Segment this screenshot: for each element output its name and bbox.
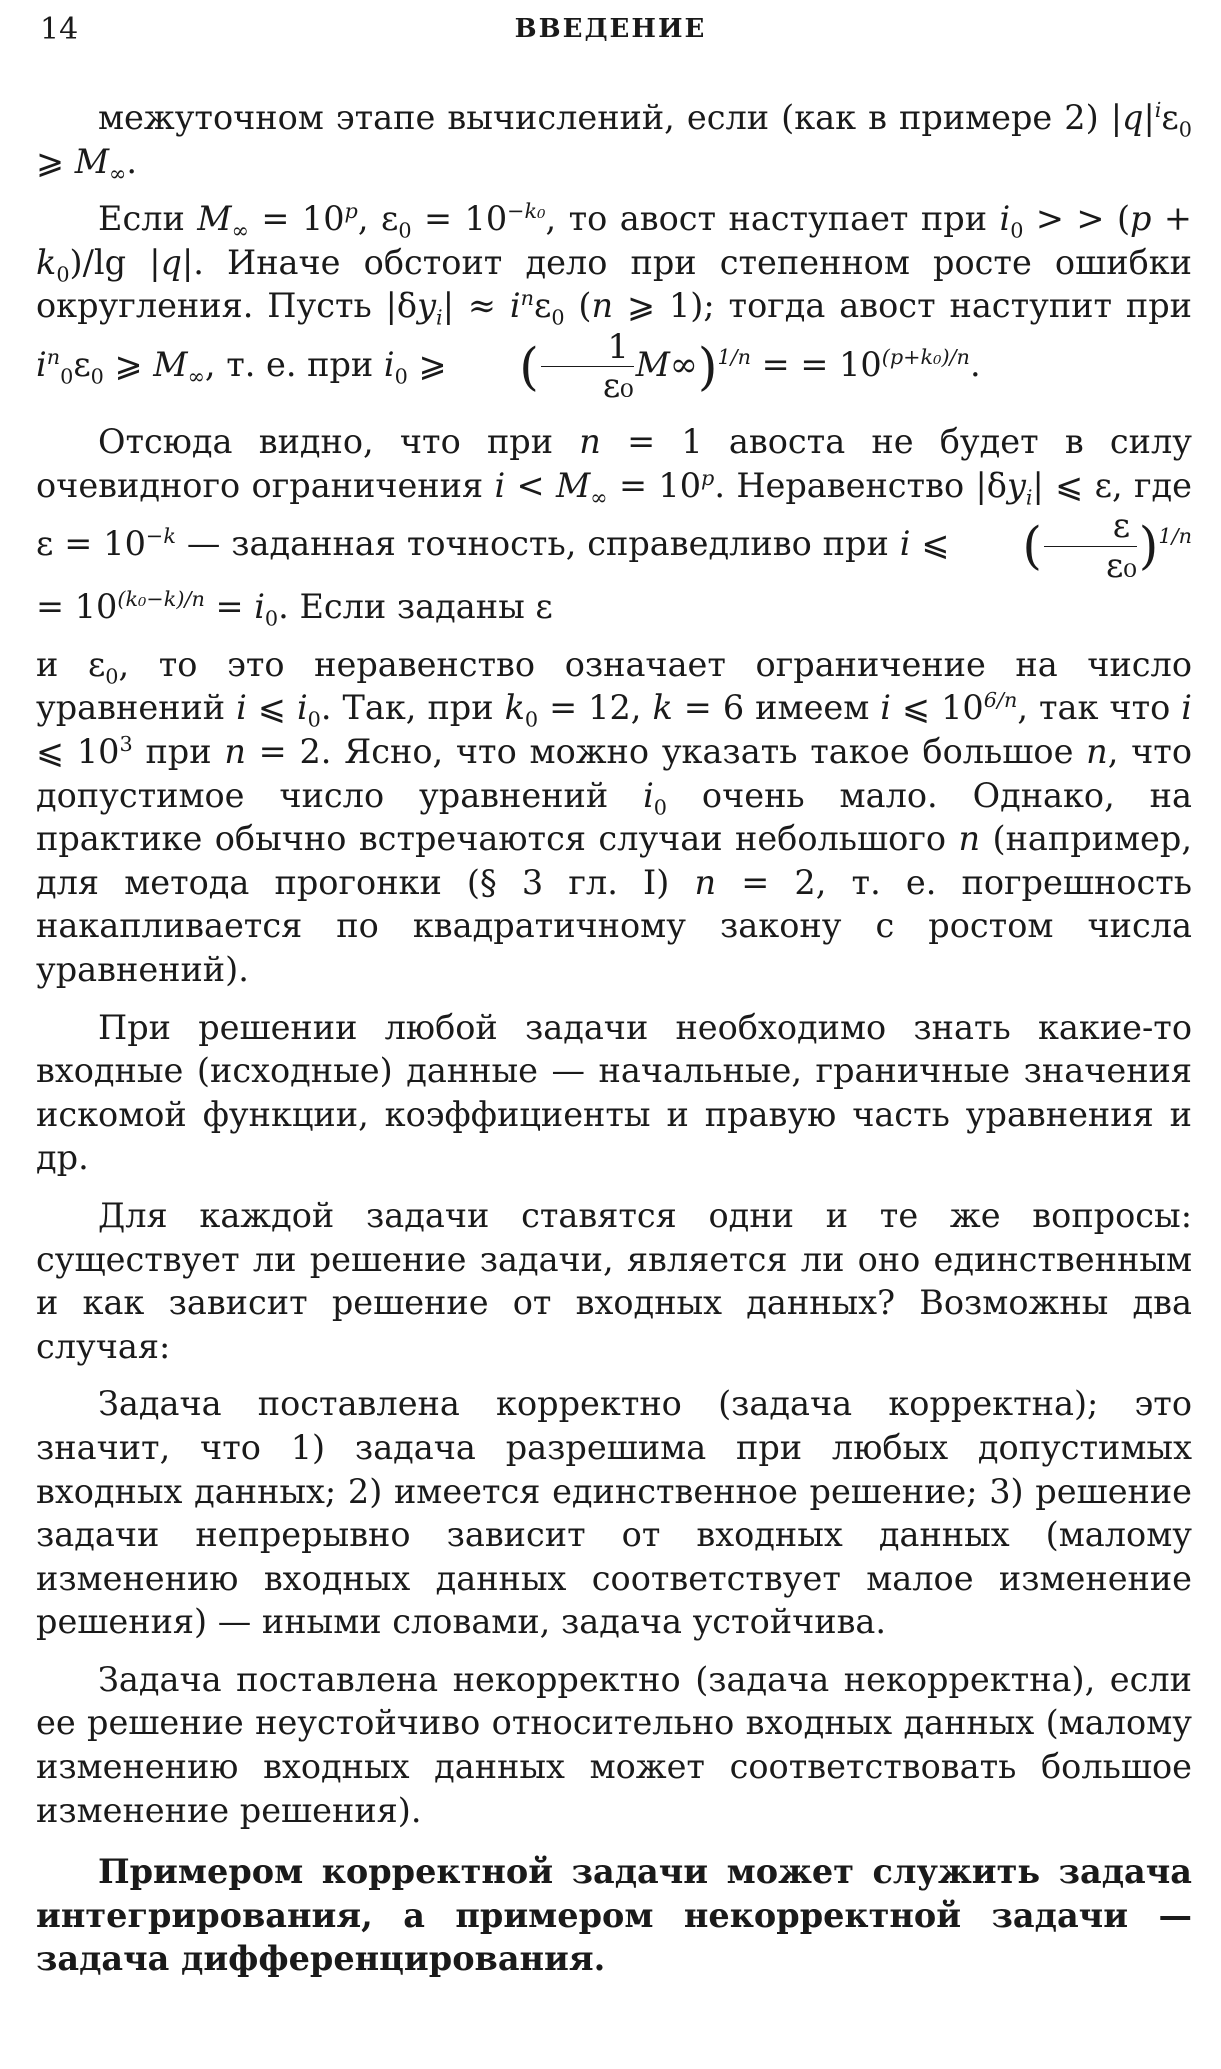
text-run: | ≈ <box>442 286 510 326</box>
text-run: ⩾ <box>103 344 154 384</box>
text-run: — заданная точность, справедливо при <box>175 524 900 564</box>
running-header <box>0 12 1221 52</box>
math-symbol: i <box>36 344 47 384</box>
subscript: 0 <box>398 218 412 243</box>
math-symbol: M <box>197 199 232 239</box>
bracketed-fraction <box>960 507 1192 585</box>
subscript: 0 <box>1178 117 1192 142</box>
text-run: = 10 <box>411 199 508 239</box>
text-run: межуточном этапе вычислений, если (как в примере 2) | <box>98 98 1123 137</box>
text-run: ⩽ <box>246 688 297 728</box>
text-run: = 2, т. е. погрешность накапливается по квадратичному закону с ростом числа уравнений). <box>36 862 1192 989</box>
math-symbol: k <box>36 242 57 282</box>
text-run: . Если заданы ε <box>278 587 553 627</box>
subscript: 0 <box>264 606 279 631</box>
exponent: 1/n <box>717 344 752 369</box>
text-run: |. Иначе обстоит дело при степенном росте ошибки округления. Пусть |δ <box>36 242 1193 326</box>
text-run: , ε <box>357 199 399 239</box>
text-run: = 10 <box>607 465 702 505</box>
text-run: Примером корректной задачи может служить задача интегрирования, а примером некорректной задачи — задача дифференцирования. <box>36 1852 1192 1979</box>
subscript: 0 <box>551 306 565 331</box>
text-run: ⩽ 10 <box>36 732 120 771</box>
text-run: = 6 имеем <box>672 688 881 728</box>
text-run: Отсюда видно, что при <box>98 422 580 461</box>
superscript: i <box>1154 97 1162 122</box>
paragraph-p6 <box>36 1194 1192 1368</box>
text-run: ( <box>564 286 592 326</box>
math-symbol: n <box>694 862 717 902</box>
math-symbol: i <box>254 587 265 627</box>
fraction <box>541 328 634 406</box>
paragraph-p5 <box>36 1006 1192 1180</box>
superscript: p <box>344 199 358 224</box>
fraction <box>1044 507 1137 585</box>
superscript: n <box>520 286 534 311</box>
math-symbol: n <box>591 286 614 326</box>
fraction-factor: M∞ <box>635 344 698 384</box>
math-symbol: i <box>1181 688 1193 728</box>
text-run: = 2. Ясно, что можно указать такое большое <box>245 732 1087 771</box>
superscript: p <box>701 465 715 490</box>
math-symbol: k <box>504 688 525 728</box>
text-run: = 1 авоста не будет в силу очевидного ограничения <box>36 422 1192 505</box>
text-run: . <box>126 141 137 181</box>
text-run: очень мало. Однако, на практике обычно встречаются случаи небольшого <box>36 775 1192 859</box>
superscript: n <box>46 344 61 369</box>
paragraph-p9 <box>36 1850 1192 1981</box>
math-symbol: i <box>236 688 247 728</box>
math-symbol: M <box>74 141 110 181</box>
text-run: < <box>505 465 556 505</box>
math-symbol: M <box>555 465 591 505</box>
subscript: 0 <box>60 364 74 389</box>
math-symbol: i <box>899 524 911 564</box>
text-run: и ε <box>36 644 106 684</box>
text-run: = = 10 <box>751 344 882 384</box>
superscript: 3 <box>119 731 133 756</box>
text-run: ⩾ <box>407 344 458 384</box>
text-run: ⩽ 10 <box>891 688 984 728</box>
paren: ( <box>519 337 539 397</box>
text-run: . Так, при <box>320 688 505 728</box>
subscript: 0 <box>653 795 668 820</box>
text-run: = <box>204 587 255 627</box>
math-symbol: n <box>579 422 601 461</box>
text-run: Задача поставлена корректно (задача корректна); это значит, что 1) задача разрешима при любых допустимых входных данных; 2) имеется единственное решение; 3) решение задачи непрерывно зависит от входных данных (малому изменению входных данных соответствует малое изменение решения) — иными словами, задача устойчива. <box>36 1384 1192 1642</box>
superscript: 6/n <box>983 688 1018 713</box>
math-symbol: y <box>417 286 437 326</box>
paragraph-p1 <box>36 96 1192 186</box>
body-text <box>36 96 1192 1995</box>
paragraph-p2 <box>36 197 1192 406</box>
text-run: , то это неравенство означает ограничение на число уравнений <box>36 644 1192 728</box>
page-number: 14 <box>40 12 79 47</box>
text-run: = 10 <box>248 199 345 239</box>
text-run: . Неравенство |δ <box>714 465 1007 505</box>
text-run: ε <box>73 344 91 384</box>
math-symbol: n <box>1086 732 1108 771</box>
text-run: . <box>969 344 981 384</box>
subscript: i <box>436 306 443 331</box>
text-run: , то авост наступает при <box>545 199 1000 239</box>
text-run: Для каждой задачи ставятся одни и те же вопросы: существует ли решение задачи, является ли оно единственным и как зависит решение от входных данных? Возможны два случая: <box>36 1195 1192 1366</box>
math-symbol: n <box>958 819 981 859</box>
subscript: ∞ <box>590 485 608 510</box>
paragraph-p4 <box>36 643 1192 992</box>
subscript: 0 <box>1010 218 1024 243</box>
paragraph-p8 <box>36 1658 1192 1832</box>
math-symbol: p <box>1130 199 1152 239</box>
math-symbol: i <box>383 344 395 384</box>
superscript: −k <box>145 524 176 549</box>
math-symbol: k <box>652 688 673 728</box>
bracketed-fraction <box>457 328 751 406</box>
text-run: ε <box>533 286 552 326</box>
text-run: , так что <box>1017 688 1182 728</box>
subscript: ∞ <box>231 218 249 243</box>
subscript: 0 <box>105 664 119 689</box>
subscript: 0 <box>307 708 321 733</box>
exponent: 1/n <box>1158 524 1192 549</box>
subscript: i <box>1025 485 1033 510</box>
subscript: 0 <box>90 364 104 389</box>
math-symbol: i <box>509 286 521 326</box>
paren: ( <box>1022 516 1042 576</box>
text-run: Если <box>98 199 198 239</box>
math-symbol: i <box>643 775 654 815</box>
math-symbol: i <box>999 199 1011 239</box>
math-symbol: q <box>160 242 182 282</box>
math-symbol: i <box>880 688 892 728</box>
fraction-numerator: ε <box>1044 507 1137 547</box>
subscript: 0 <box>524 708 539 733</box>
math-symbol: q <box>1122 98 1144 137</box>
text-run: + <box>1151 199 1192 239</box>
math-symbol: n <box>224 732 246 771</box>
superscript: −k₀ <box>507 199 546 224</box>
text-run: , что допустимое число уравнений <box>36 732 1192 815</box>
math-symbol: M <box>153 344 188 384</box>
text-run: ⩾ 1); тогда авост наступит при <box>613 286 1193 326</box>
math-symbol: y <box>1006 465 1026 505</box>
math-symbol: i <box>494 465 506 505</box>
text-run: при <box>132 732 225 771</box>
text-run: ⩽ <box>910 524 961 564</box>
subscript: 0 <box>56 262 70 287</box>
text-run: ε <box>1161 98 1179 137</box>
text-run: , т. е. при <box>204 344 384 384</box>
math-symbol: i <box>296 688 308 728</box>
subscript: ∞ <box>187 364 205 389</box>
text-run: = 10 <box>36 587 118 627</box>
text-run: )/lg | <box>69 242 161 282</box>
superscript: (k₀−k)/n <box>117 587 205 612</box>
fraction-denominator: ε₀ <box>1106 545 1137 585</box>
paren: ) <box>1138 516 1159 576</box>
text-run: Задача поставлена некорректно (задача некорректна), если ее решение неустойчиво относительно входных данных (малому изменению входных данных может соответствовать большое изменение решения). <box>36 1659 1192 1830</box>
subscript: ∞ <box>109 161 127 186</box>
superscript: (p+k₀)/n <box>881 344 970 369</box>
text-run: | ⩽ ε, где ε = 10 <box>36 465 1192 564</box>
text-run: (например, для метода прогонки (§ 3 гл. I) <box>36 819 1192 902</box>
text-run: При решении любой задачи необходимо знать какие-то входные (исходные) данные — начальные, граничные значения искомой функции, коэффициенты и правую часть уравнения и др. <box>36 1007 1192 1178</box>
paragraph-p3 <box>36 420 1192 629</box>
fraction-numerator: 1 <box>541 328 634 368</box>
fraction-denominator: ε₀ <box>602 366 634 406</box>
text-run: ⩾ <box>36 141 75 181</box>
paragraph-p7 <box>36 1382 1192 1644</box>
running-title: ВВЕДЕНИЕ <box>514 14 707 44</box>
paren: ) <box>697 337 718 397</box>
text-run: > > ( <box>1023 199 1131 239</box>
text-run: | <box>1143 98 1155 137</box>
text-run: = 12, <box>538 688 653 728</box>
subscript: 0 <box>394 364 408 389</box>
